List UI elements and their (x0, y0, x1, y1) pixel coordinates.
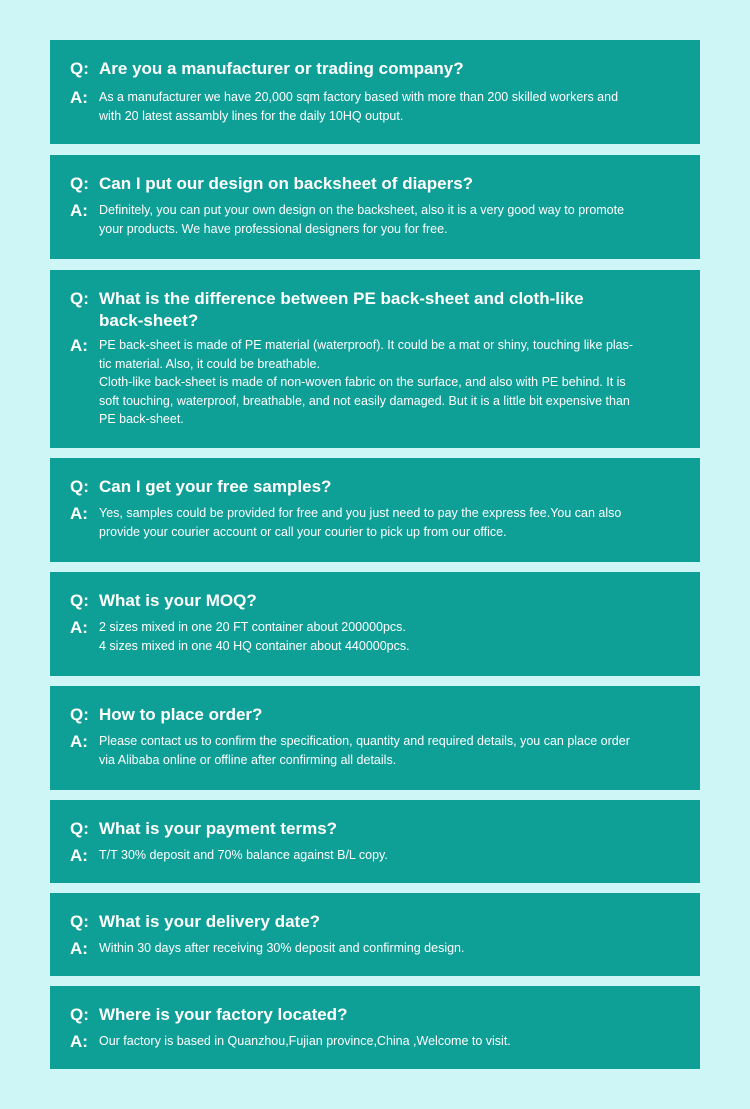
answer-label: A: (70, 846, 88, 865)
faq-card-manufacturer (50, 40, 700, 144)
answer-label: A: (70, 201, 88, 220)
faq-card-place-order (50, 686, 700, 790)
answer-line: via Alibaba online or offline after confirming all details. (99, 752, 397, 767)
answer-line: 2 sizes mixed in one 20 FT container about 200000pcs. (99, 620, 406, 634)
answer-text (99, 618, 680, 655)
answer-text (99, 846, 680, 865)
question-line: back-sheet? (99, 311, 199, 330)
answer-text (99, 336, 680, 429)
faq-card-design (50, 155, 700, 259)
answer-label: A: (70, 504, 88, 523)
question-label: Q: (70, 705, 89, 724)
answer-text (99, 201, 680, 238)
answer-label: A: (70, 1032, 88, 1051)
answer-line: Our factory is based in Quanzhou,Fujian province,China ,Welcome to visit. (99, 1034, 511, 1048)
answer-line: your products. We have professional designers for you for free. (99, 221, 448, 236)
question-text: Are you a manufacturer or trading company? (99, 59, 464, 78)
question-label: Q: (70, 591, 89, 610)
answer-text (99, 939, 680, 958)
answer-text (99, 1032, 680, 1051)
question-text: Can I get your free samples? (99, 477, 332, 496)
question-text: What is your payment terms? (99, 819, 338, 838)
answer-line: soft touching, waterproof, breathable, and not easily damaged. But it is a little bit expensive than (99, 393, 630, 408)
answer-label: A: (70, 88, 88, 107)
question-label: Q: (70, 174, 89, 193)
answer-line: PE back-sheet. (99, 412, 184, 426)
answer-line: Within 30 days after receiving 30% deposit and confirming design. (99, 941, 465, 955)
question-text: What is your delivery date? (99, 912, 321, 931)
answer-label: A: (70, 939, 88, 958)
faq-card-payment-terms (50, 800, 700, 883)
answer-line: Yes, samples could be provided for free and you just need to pay the express fee.You can also (99, 506, 622, 520)
question-label: Q: (70, 59, 89, 78)
question-text: Where is your factory located? (99, 1005, 348, 1024)
faq-card-moq (50, 572, 700, 676)
answer-text (99, 732, 680, 769)
question-text: Can I put our design on backsheet of diapers? (99, 174, 474, 193)
answer-line: 4 sizes mixed in one 40 HQ container about 440000pcs. (99, 638, 410, 653)
answer-text (99, 88, 680, 125)
question-label: Q: (70, 289, 89, 308)
question-label: Q: (70, 477, 89, 496)
question-text: What is your MOQ? (99, 591, 257, 610)
answer-line: T/T 30% deposit and 70% balance against B/L copy. (99, 848, 388, 862)
answer-line: PE back-sheet is made of PE material (waterproof). It could be a mat or shiny, touching like plas- (99, 338, 634, 352)
question-label: Q: (70, 1005, 89, 1024)
answer-label: A: (70, 732, 88, 751)
answer-label: A: (70, 618, 88, 637)
question-label: Q: (70, 819, 89, 838)
faq-card-samples (50, 458, 700, 562)
answer-text (99, 504, 680, 541)
question-text (99, 288, 680, 332)
answer-label: A: (70, 336, 88, 355)
answer-line: tic material. Also, it could be breathable. (99, 356, 320, 371)
question-line: What is the difference between PE back-sheet and cloth-like (99, 289, 584, 308)
answer-line: Cloth-like back-sheet is made of non-woven fabric on the surface, and also with PE behind. It is (99, 375, 626, 389)
answer-line: provide your courier account or call your courier to pick up from our office. (99, 524, 507, 539)
answer-line: Definitely, you can put your own design on the backsheet, also it is a very good way to promote (99, 203, 625, 217)
faq-card-backsheet-difference (50, 270, 700, 448)
question-label: Q: (70, 912, 89, 931)
answer-line: Please contact us to confirm the specification, quantity and required details, you can place order (99, 734, 630, 748)
faq-card-delivery-date (50, 893, 700, 976)
faq-card-factory-location (50, 986, 700, 1069)
answer-line: with 20 latest assambly lines for the daily 10HQ output. (99, 108, 404, 123)
answer-line: As a manufacturer we have 20,000 sqm factory based with more than 200 skilled workers and (99, 90, 619, 104)
question-text: How to place order? (99, 705, 263, 724)
